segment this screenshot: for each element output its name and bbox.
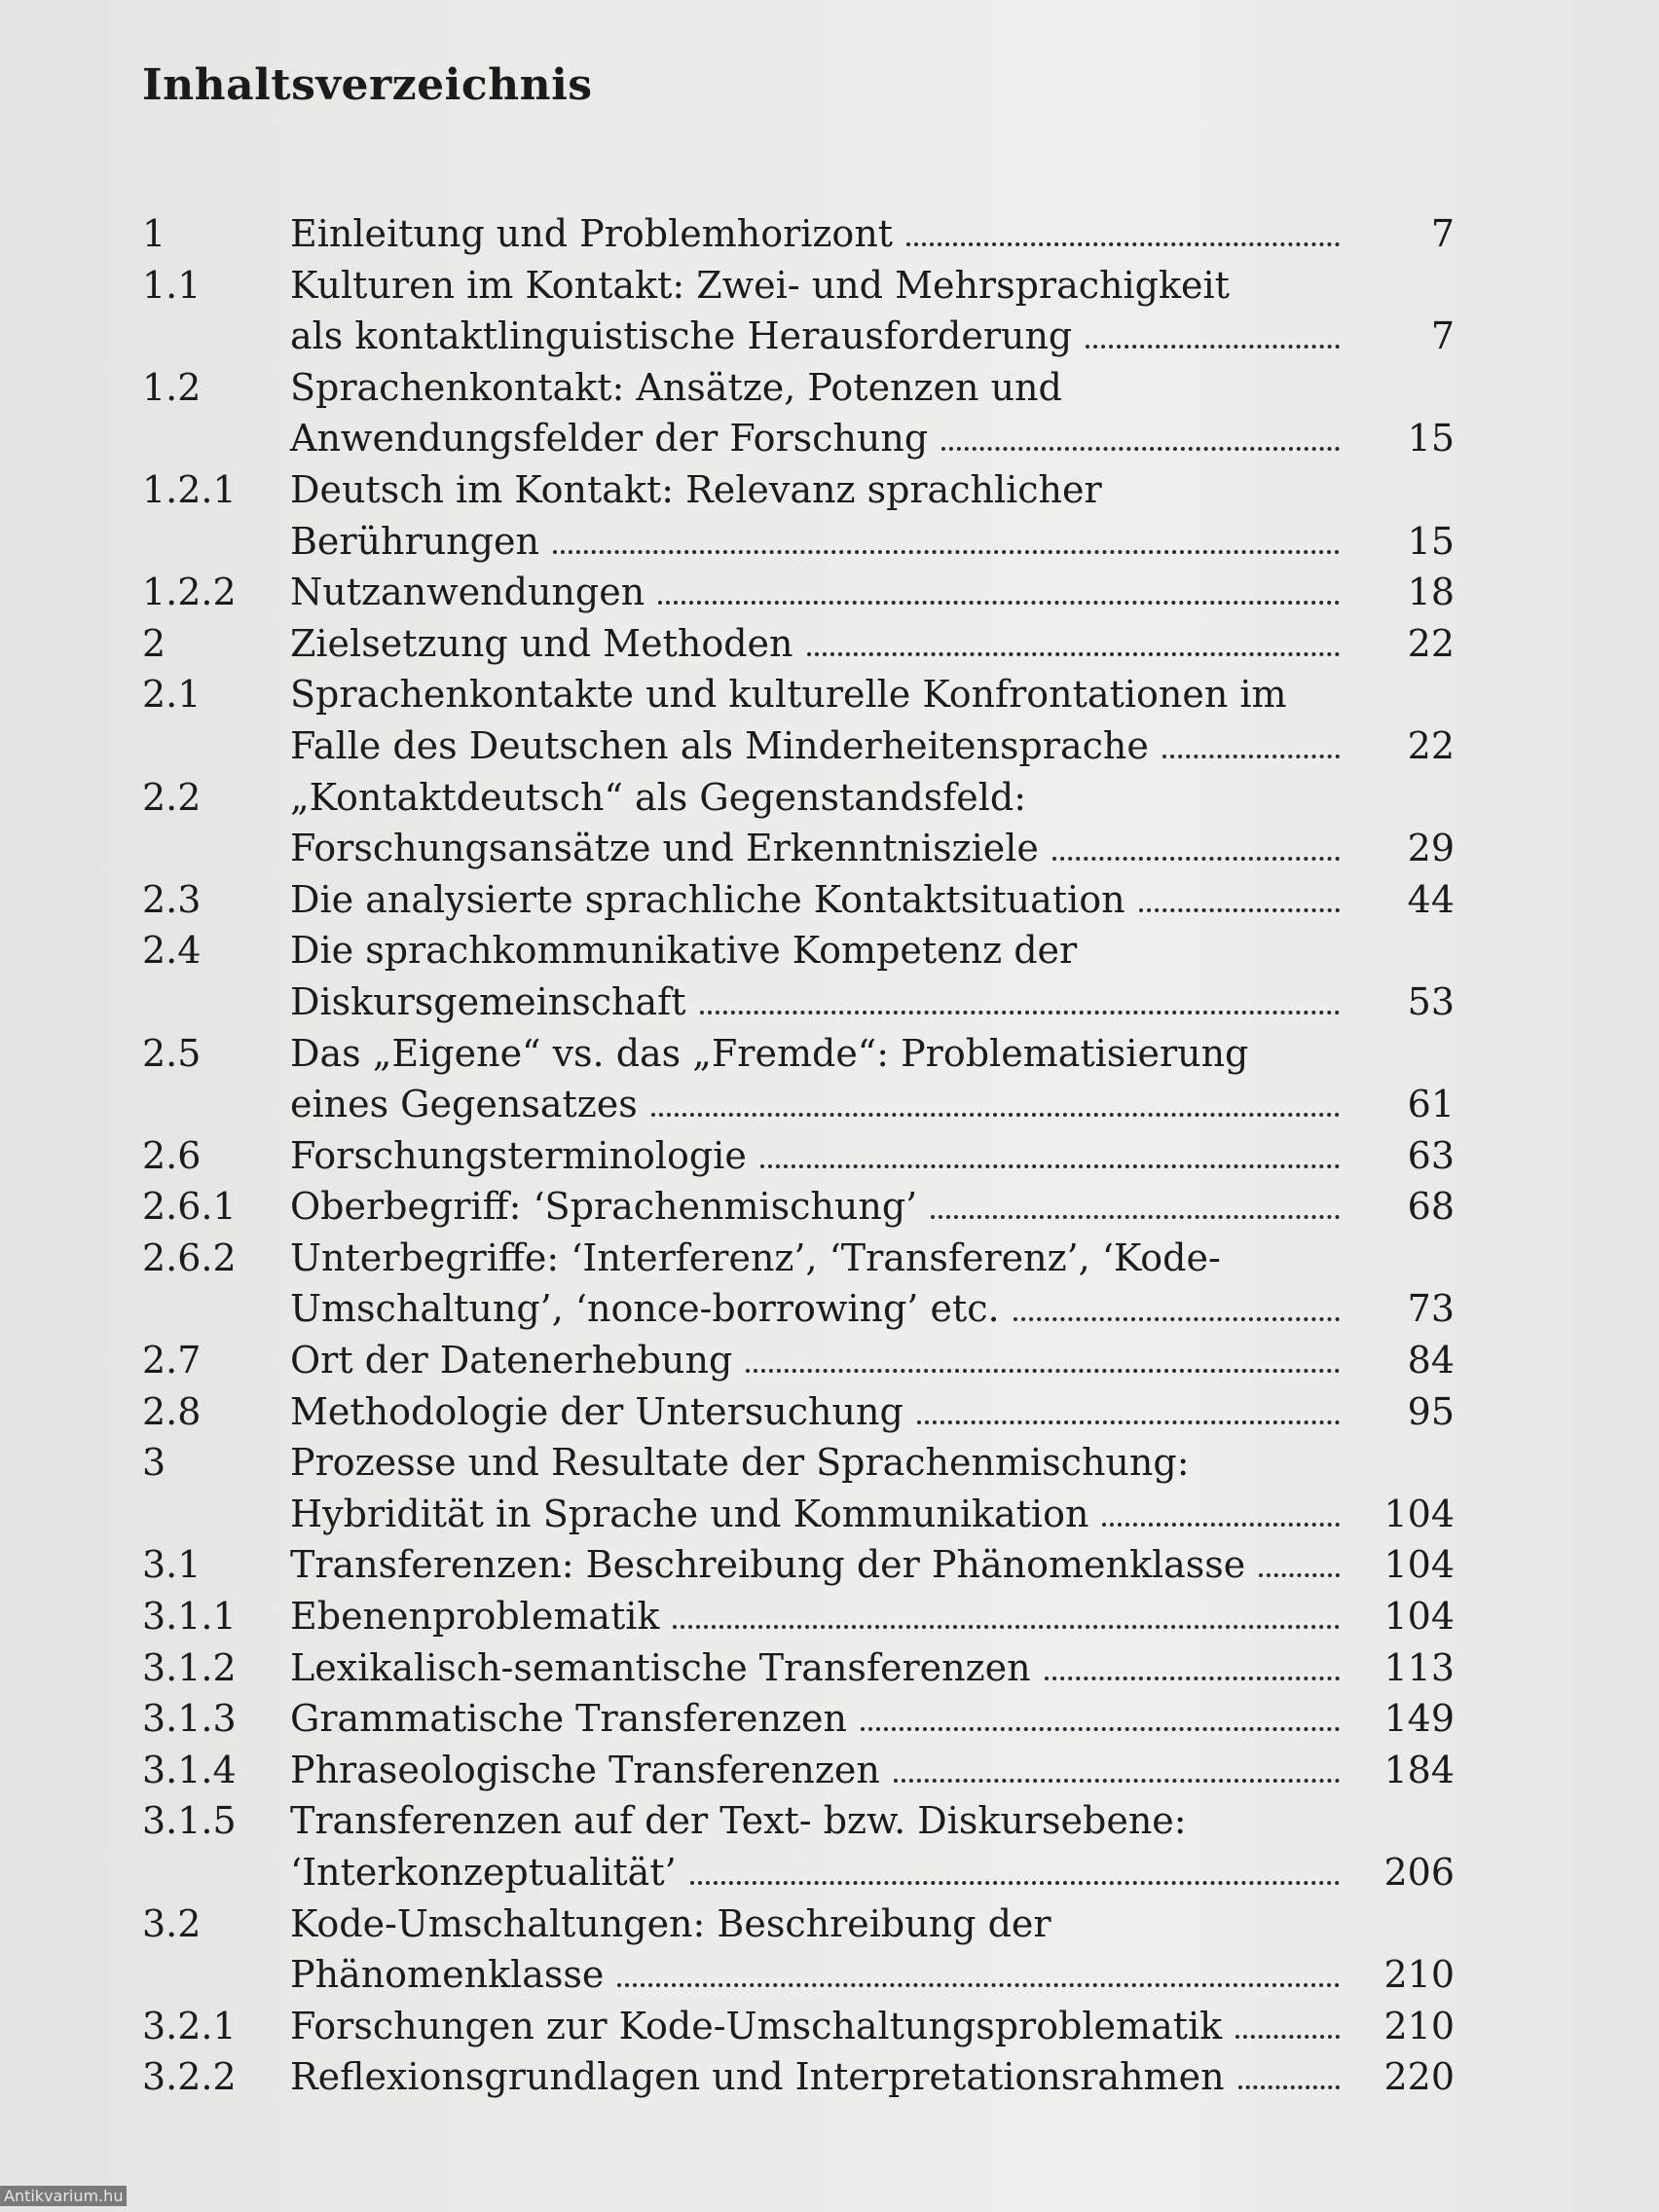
section-number: 2.2 [142,775,202,819]
page-number: 210 [1383,1953,1455,1997]
section-number: 3.2 [142,1901,202,1945]
toc-entry [142,1693,1456,1745]
section-title: Grammatische Transferenzen [290,1697,847,1741]
section-number: 2.3 [142,877,202,921]
toc-entry [142,1181,1456,1233]
toc-entry [142,1642,1456,1694]
section-number: 1 [142,212,166,255]
toc-entry [142,618,1456,670]
dot-leader [760,1164,1340,1168]
dot-leader [1014,1317,1340,1321]
section-title: Transferenzen auf der Text- bzw. Diskursebene: [290,1799,1187,1843]
dot-leader [651,1113,1340,1117]
section-title: Phänomenklasse [290,1953,605,1997]
page-number: 206 [1383,1851,1455,1894]
section-number: 2.1 [142,673,202,717]
page-number: 73 [1407,1287,1455,1331]
section-title: Sprachenkontakt: Ansätze, Potenzen und [290,365,1062,409]
toc-entry [142,362,1456,464]
page-number: 220 [1383,2055,1455,2099]
section-number: 2.7 [142,1339,202,1382]
dot-leader [1045,1677,1340,1680]
section-title: Transferenzen: Beschreibung der Phänomenklasse [290,1543,1246,1587]
toc-entry [142,260,1456,362]
toc-entry [142,1591,1456,1642]
section-title: Phraseologische Transferenzen [290,1748,880,1791]
section-title: Kulturen im Kontakt: Zwei- und Mehrsprachigkeit [290,263,1230,307]
page-number: 95 [1407,1389,1455,1433]
section-number: 3.2.1 [142,2004,237,2047]
section-number: 3.1.1 [142,1595,237,1639]
page-number: 18 [1407,571,1455,614]
page-number: 149 [1383,1697,1455,1741]
section-number: 2.6.2 [142,1235,237,1279]
section-number: 2.8 [142,1389,202,1433]
toc-entry [142,1795,1456,1898]
section-title: Oberbegriff: ‘Sprachenmischung’ [290,1185,918,1229]
page-number: 113 [1383,1645,1455,1689]
dot-leader [1086,345,1340,349]
dot-leader [746,1369,1340,1373]
toc-entry [142,1386,1456,1438]
dot-leader [1052,857,1340,861]
page-number: 104 [1383,1543,1455,1587]
dot-leader [807,652,1341,656]
dot-leader [1238,2085,1340,2089]
dot-leader [1139,908,1340,912]
section-title: ‘Interkonzeptualität’ [290,1851,677,1894]
watermark: Antikvarium.hu [0,2186,127,2206]
page-number: 22 [1407,621,1455,665]
page-number: 7 [1430,314,1455,358]
toc-entry [142,772,1456,874]
page-number: 7 [1430,212,1455,255]
page-number: 53 [1407,979,1455,1023]
section-title: Diskursgemeinschaft [290,979,686,1023]
section-title: Ort der Datenerhebung [290,1339,733,1382]
toc-entry [142,2001,1456,2052]
toc-entry [142,1130,1456,1182]
section-number: 2.6 [142,1133,202,1177]
dot-leader [690,1881,1340,1885]
section-title: Forschungen zur Kode-Umschaltungsproblematik [290,2004,1223,2047]
dot-leader [894,1779,1340,1783]
section-title: Unterbegriffe: ‘Interferenz’, ‘Transferenz’, ‘Kode- [290,1235,1221,1279]
page-number: 15 [1407,519,1455,563]
page-number: 22 [1407,723,1455,767]
page-number: 210 [1383,2004,1455,2047]
section-number: 3.1 [142,1543,202,1587]
section-title: Sprachenkontakte und kulturelle Konfrontationen im [290,673,1287,717]
section-number: 3.1.3 [142,1697,237,1741]
section-title: Kode-Umschaltungen: Beschreibung der [290,1901,1051,1945]
dot-leader [700,1011,1341,1014]
section-title: Ebenenproblematik [290,1595,660,1639]
section-title: Falle des Deutschen als Minderheitensprache [290,723,1149,767]
dot-leader [1259,1573,1340,1577]
toc-entry [142,1539,1456,1591]
page-number: 184 [1383,1748,1455,1791]
page-number: 84 [1407,1339,1455,1382]
dot-leader [617,1983,1340,1987]
dot-leader [917,1420,1340,1424]
page-number: 63 [1407,1133,1455,1177]
table-of-contents [142,208,1456,2103]
toc-entry [142,208,1456,260]
dot-leader [673,1625,1340,1629]
toc-entry [142,669,1456,771]
page-number: 104 [1383,1595,1455,1639]
toc-entry [142,1437,1456,1539]
section-title: Die sprachkommunikative Kompetenz der [290,929,1078,973]
section-number: 1.2.2 [142,571,237,614]
section-number: 3.1.4 [142,1748,237,1791]
toc-entry [142,925,1456,1027]
page-number: 15 [1407,417,1455,461]
page-title: Inhaltsverzeichnis [142,60,593,110]
section-title: „Kontaktdeutsch“ als Gegenstandsfeld: [290,775,1027,819]
section-title: Das „Eigene“ vs. das „Fremde“: Problematisierung [290,1031,1249,1075]
dot-leader [1162,755,1340,758]
section-title: Deutsch im Kontakt: Relevanz sprachlicher [290,467,1102,511]
page-number: 104 [1383,1492,1455,1535]
dot-leader [941,447,1340,451]
page-number: 61 [1407,1083,1455,1126]
dot-leader [1235,2035,1340,2039]
section-number: 1.2.1 [142,467,237,511]
section-title: Zielsetzung und Methoden [290,621,793,665]
section-title: Nutzanwendungen [290,571,645,614]
section-number: 3.2.2 [142,2055,237,2099]
section-number: 3.1.2 [142,1645,237,1689]
toc-entry [142,464,1456,567]
section-title: Berührungen [290,519,539,563]
page-number: 29 [1407,827,1455,870]
toc-entry [142,1899,1456,2001]
section-title: Anwendungsfelder der Forschung [290,417,929,461]
dot-leader [861,1727,1340,1731]
section-number: 1.2 [142,365,202,409]
section-title: Reflexionsgrundlagen und Interpretationsrahmen [290,2055,1225,2099]
section-title: Lexikalisch-semantische Transferenzen [290,1645,1031,1689]
toc-entry [142,567,1456,618]
page-number: 44 [1407,877,1455,921]
toc-entry [142,1335,1456,1386]
dot-leader [658,601,1340,605]
section-title: als kontaktlinguistische Herausforderung [290,314,1073,358]
dot-leader [1102,1523,1340,1527]
dot-leader [906,242,1340,246]
section-title: Umschaltung’, ‘nonce-borrowing’ etc. [290,1287,1000,1331]
section-number: 2.6.1 [142,1185,237,1229]
section-number: 2 [142,621,166,665]
toc-entry [142,1028,1456,1130]
page-number: 68 [1407,1185,1455,1229]
toc-entry [142,2051,1456,2103]
section-number: 3 [142,1441,166,1485]
section-number: 3.1.5 [142,1799,237,1843]
section-title: Die analysierte sprachliche Kontaktsituation [290,877,1125,921]
dot-leader [553,550,1340,554]
dot-leader [931,1215,1340,1219]
section-number: 2.4 [142,929,202,973]
section-number: 1.1 [142,263,202,307]
toc-entry [142,1233,1456,1335]
section-title: Prozesse und Resultate der Sprachenmischung: [290,1441,1190,1485]
section-title: Hybridität in Sprache und Kommunikation [290,1492,1089,1535]
section-title: Forschungsansätze und Erkenntnisziele [290,827,1039,870]
toc-entry [142,874,1456,926]
toc-entry [142,1745,1456,1796]
section-title: Forschungsterminologie [290,1133,747,1177]
section-title: Methodologie der Untersuchung [290,1389,903,1433]
section-title: eines Gegensatzes [290,1083,638,1126]
section-number: 2.5 [142,1031,202,1075]
section-title: Einleitung und Problemhorizont [290,212,894,255]
